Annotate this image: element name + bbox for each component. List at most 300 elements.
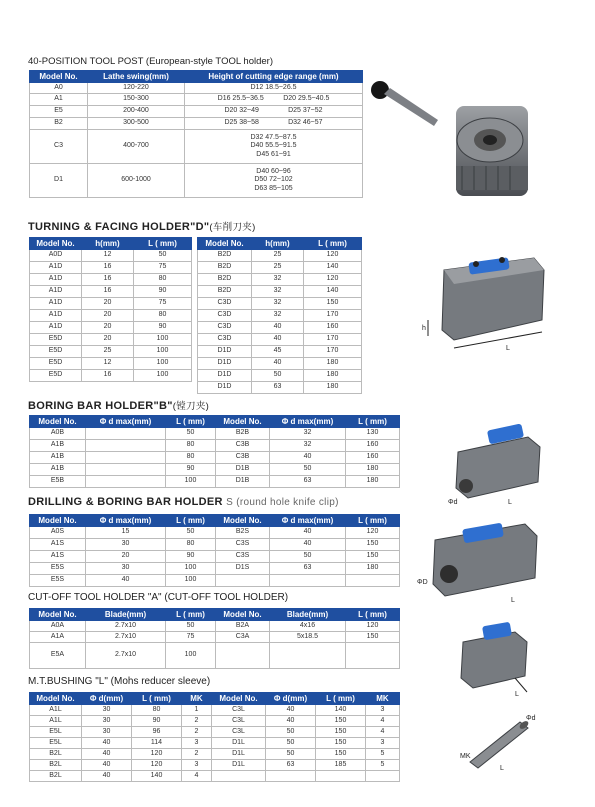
turning-title-cn: (车削刀夹) [209,222,256,233]
table-cell: C3D [198,334,252,346]
table-cell: E5D [30,358,82,370]
table-cell [86,428,166,440]
column-header: Φ d(mm) [266,693,316,705]
table-cell: 25 [252,250,304,262]
table-cell: 96 [132,727,182,738]
table-cell: E5D [30,334,82,346]
table-cell: E5L [30,727,82,738]
bushing-image [460,712,540,772]
table-cell: A1D [30,262,82,274]
table-cell: 32 [252,298,304,310]
table-cell: 180 [346,464,400,476]
table-cell: B2D [198,286,252,298]
table-cell: 16 [82,370,134,382]
table-row [30,286,192,298]
column-header: L ( mm) [346,416,400,428]
table-cell: 80 [166,440,216,452]
table-cell: 150 [316,738,366,749]
table-cell: 25 [252,262,304,274]
column-header: Φ d max(mm) [86,416,166,428]
table-cell: 185 [316,760,366,771]
table-cell [86,440,166,452]
tool-post-table [29,70,363,198]
table-cell: D40 60~96 D50 72~102 D63 85~105 [185,164,363,198]
table-cell: A0 [30,83,88,94]
table-cell [212,771,266,782]
table-cell: C3 [30,130,88,164]
table-cell: 160 [346,452,400,464]
table-cell: D1D [198,370,252,382]
table-row [30,738,400,749]
table-cell: 100 [166,643,216,669]
table-cell: 40 [270,539,346,551]
boring-l-label: L [508,499,512,506]
table-cell: 80 [166,452,216,464]
column-header: Blade(mm) [270,609,346,621]
turning-table-left [29,237,192,382]
table-cell: D1S [216,563,270,575]
table-cell: 4 [366,727,400,738]
table-cell: A1S [30,551,86,563]
column-header: h(mm) [82,238,134,250]
table-cell [86,476,166,488]
table-row [30,760,400,771]
table-cell: A1D [30,310,82,322]
table-row [30,118,363,130]
table-cell: 45 [252,346,304,358]
column-header: Model No. [30,609,86,621]
table-cell: 3 [366,738,400,749]
table-cell: A1S [30,539,86,551]
table-cell: D1L [212,738,266,749]
table-cell: A1D [30,274,82,286]
table-cell: 50 [266,727,316,738]
table-cell: 32 [252,286,304,298]
table-cell: 5 [366,749,400,760]
table-cell: 100 [166,476,216,488]
table-row [198,322,362,334]
table-cell: 120 [132,760,182,771]
column-header: L ( mm) [134,238,192,250]
table-cell: C3S [216,551,270,563]
table-cell: 63 [270,563,346,575]
table-cell: 130 [346,428,400,440]
table-row [198,346,362,358]
table-cell: A1D [30,298,82,310]
table-row [30,106,363,118]
turning-h-label: h [422,325,426,332]
table-cell: 15 [86,527,166,539]
table-cell: D1L [212,749,266,760]
table-cell: E5L [30,738,82,749]
table-cell: 32 [270,440,346,452]
turning-l-label: L [506,345,510,352]
table-cell: 90 [134,286,192,298]
column-header: Model No. [30,238,82,250]
table-cell: C3A [216,632,270,643]
table-cell: 16 [82,274,134,286]
table-cell: 150 [316,716,366,727]
table-cell: 63 [266,760,316,771]
table-row [198,286,362,298]
table-cell: 40 [266,716,316,727]
table-row [198,262,362,274]
column-header: Height of cutting edge range (mm) [185,71,363,83]
table-cell: A1B [30,440,86,452]
table-cell: 150 [346,632,400,643]
table-cell: 1 [182,705,212,716]
column-header: Model No. [216,416,270,428]
table-cell: 50 [252,370,304,382]
table-cell: 50 [166,527,216,539]
table-cell: 120-220 [88,83,185,94]
table-cell: 20 [82,298,134,310]
table-row [30,274,192,286]
table-cell: 180 [346,563,400,575]
boring-title-cn: (镗刀夹) [172,401,210,412]
table-cell: 150 [316,749,366,760]
table-cell: A0S [30,527,86,539]
table-cell: 120 [304,250,362,262]
table-cell: 2.7x10 [86,632,166,643]
column-header: Φ d max(mm) [270,416,346,428]
table-cell: B2A [216,621,270,632]
table-cell: B2B [216,428,270,440]
table-cell [270,575,346,587]
turning-holder-image [414,240,554,360]
table-cell: C3D [198,310,252,322]
section-title-turning-holder [28,219,256,233]
table-cell: 20 [82,334,134,346]
table-cell: D1L [212,760,266,771]
table-cell [366,771,400,782]
table-cell: B2L [30,749,82,760]
column-header: L ( mm) [166,416,216,428]
table-cell: D20 32~49 D25 37~52 [185,106,363,118]
column-header: L ( mm) [304,238,362,250]
table-row [30,452,400,464]
drilling-d-label: ΦD [417,579,428,586]
table-cell [216,643,270,669]
drilling-holder-image [415,512,545,607]
table-cell: 75 [134,298,192,310]
table-cell: A1D [30,322,82,334]
table-cell: C3D [198,298,252,310]
drilling-l-label: L [511,597,515,604]
table-cell: 40 [82,771,132,782]
table-row [30,643,400,669]
column-header: MK [182,693,212,705]
table-cell: 100 [134,334,192,346]
table-row [198,358,362,370]
turning-title: TURNING & FACING HOLDER"D" [28,221,210,233]
drilling-title: DRILLING & BORING BAR HOLDER [28,496,223,508]
table-row [30,262,192,274]
table-cell: 30 [82,727,132,738]
table-cell: 90 [134,322,192,334]
table-cell: 30 [86,539,166,551]
table-row [30,749,400,760]
table-row [30,322,192,334]
table-cell: 3 [366,705,400,716]
table-cell: 140 [316,705,366,716]
cutoff-holder-image [455,612,540,697]
bushing-mk-label: MK [460,753,471,760]
table-cell: 75 [166,632,216,643]
table-cell: 150 [346,551,400,563]
table-cell [346,575,400,587]
table-cell: A1B [30,464,86,476]
table-cell: 50 [266,749,316,760]
table-cell: 40 [86,575,166,587]
table-cell: C3L [212,716,266,727]
table-cell: 50 [266,738,316,749]
table-row [30,527,400,539]
table-row [198,250,362,262]
table-row [30,130,363,164]
table-cell: B2 [30,118,88,130]
table-row [198,274,362,286]
table-cell: 20 [86,551,166,563]
table-cell: 32 [270,428,346,440]
table-cell: 20 [82,322,134,334]
bushing-d-label: Φd [526,715,536,722]
table-cell: 100 [166,563,216,575]
table-cell: C3D [198,322,252,334]
boring-table [29,415,400,488]
table-cell: 80 [134,310,192,322]
table-row [198,382,362,394]
table-cell: 80 [132,705,182,716]
column-header: L ( mm) [346,515,400,527]
table-cell [86,452,166,464]
table-row [30,370,192,382]
table-cell: D1B [216,464,270,476]
column-header: Lathe swing(mm) [88,71,185,83]
table-cell: 170 [304,346,362,358]
table-row [30,250,192,262]
table-cell: 100 [166,575,216,587]
table-row [30,575,400,587]
table-cell: 40 [252,322,304,334]
table-cell: D1 [30,164,88,198]
table-row [30,464,400,476]
table-cell: 150-300 [88,94,185,106]
table-cell: D32 47.5~87.5 D40 55.5~91.5 D45 61~91 [185,130,363,164]
table-cell: 2.7x10 [86,621,166,632]
table-row [30,727,400,738]
table-cell: D16 25.5~36.5 D20 29.5~40.5 [185,94,363,106]
table-cell: 30 [82,705,132,716]
table-cell: A1L [30,705,82,716]
table-row [30,334,192,346]
table-row [198,310,362,322]
table-cell: E5S [30,575,86,587]
column-header: L ( mm) [346,609,400,621]
table-cell: 600-1000 [88,164,185,198]
column-header: L ( mm) [316,693,366,705]
table-cell [270,643,346,669]
table-cell: 200-400 [88,106,185,118]
table-cell: 3 [182,738,212,749]
table-cell: D25 38~58 D32 46~57 [185,118,363,130]
table-cell: 120 [132,749,182,760]
table-cell: A1 [30,94,88,106]
table-cell: 80 [134,274,192,286]
table-cell: D12 18.5~26.5 [185,83,363,94]
table-cell: 30 [86,563,166,575]
table-cell: 90 [132,716,182,727]
table-cell: 40 [252,358,304,370]
table-row [30,358,192,370]
table-cell: 12 [82,358,134,370]
table-cell: 40 [270,452,346,464]
table-row [30,346,192,358]
table-cell: 5x18.5 [270,632,346,643]
table-cell: C3L [212,705,266,716]
table-cell: 32 [252,274,304,286]
table-cell: 50 [134,250,192,262]
table-cell: 150 [346,539,400,551]
column-header: Φ d max(mm) [270,515,346,527]
bushing-table [29,692,400,782]
table-cell: 40 [82,749,132,760]
column-header: Blade(mm) [86,609,166,621]
table-cell: A1A [30,632,86,643]
drilling-title-suffix: S (round hole knife clip) [226,497,339,508]
table-cell: 80 [166,539,216,551]
table-cell: 12 [82,250,134,262]
table-cell: 180 [304,358,362,370]
table-cell: 170 [304,334,362,346]
turning-table-right [197,237,362,394]
table-cell: 170 [304,310,362,322]
table-cell: 160 [346,440,400,452]
table-cell: 150 [304,298,362,310]
table-cell: 4x16 [270,621,346,632]
table-cell: 120 [346,527,400,539]
table-row [198,334,362,346]
table-cell: 4 [366,716,400,727]
table-cell: 160 [304,322,362,334]
table-cell: 114 [132,738,182,749]
cutoff-table [29,608,400,669]
table-cell: 63 [252,382,304,394]
table-cell: B2L [30,771,82,782]
table-cell: 2 [182,749,212,760]
column-header: MK [366,693,400,705]
boring-holder-image [448,412,548,507]
table-cell: 50 [166,621,216,632]
column-header: Model No. [30,693,82,705]
table-row [30,164,363,198]
table-cell: 40 [252,334,304,346]
tool-post-image [362,68,537,208]
table-row [30,621,400,632]
table-cell: 100 [134,346,192,358]
table-row [30,716,400,727]
table-cell: 5 [366,760,400,771]
table-row [30,94,363,106]
table-cell: 50 [166,428,216,440]
boring-d-label: Φd [448,499,458,506]
table-row [30,632,400,643]
table-row [30,298,192,310]
section-title-mt-bushing: M.T.BUSHING "L" (Mohs reducer sleeve) [28,676,211,687]
table-cell: B2D [198,250,252,262]
table-row [198,370,362,382]
table-cell: B2S [216,527,270,539]
table-cell: 3 [182,760,212,771]
table-cell: E5 [30,106,88,118]
column-header: Φ d(mm) [82,693,132,705]
table-cell: C3S [216,539,270,551]
table-cell: 300-500 [88,118,185,130]
table-cell: 150 [316,727,366,738]
column-header: Φ d max(mm) [86,515,166,527]
table-cell: C3B [216,452,270,464]
table-cell: 180 [304,370,362,382]
table-cell [316,771,366,782]
table-cell: D1D [198,382,252,394]
table-cell: A1L [30,716,82,727]
column-header: Model No. [30,515,86,527]
bushing-l-label: L [500,765,504,772]
table-cell: 100 [134,370,192,382]
section-title-cutoff-holder: CUT-OFF TOOL HOLDER "A" (CUT-OFF TOOL HOLDER) [28,592,289,603]
table-cell: 400-700 [88,130,185,164]
table-row [30,83,363,94]
table-row [30,476,400,488]
table-cell: A0D [30,250,82,262]
table-cell: 20 [82,310,134,322]
table-cell: 140 [304,286,362,298]
section-title-drilling-holder [28,496,339,508]
table-cell [346,643,400,669]
table-cell: 16 [82,286,134,298]
table-cell: 90 [166,464,216,476]
table-cell: E5D [30,346,82,358]
table-cell: B2D [198,274,252,286]
table-cell: 120 [304,274,362,286]
table-cell: 180 [346,476,400,488]
column-header: Model No. [30,71,88,83]
table-cell: 32 [252,310,304,322]
table-cell: 2.7x10 [86,643,166,669]
section-title-boring-holder [28,398,209,412]
table-cell: D1D [198,346,252,358]
table-cell: E5D [30,370,82,382]
table-cell: E5S [30,563,86,575]
table-cell [266,771,316,782]
table-cell: E5A [30,643,86,669]
table-cell: 140 [304,262,362,274]
table-cell: 40 [270,527,346,539]
table-cell: A0B [30,428,86,440]
table-cell: D1B [216,476,270,488]
table-cell: C3B [216,440,270,452]
drilling-table [29,514,400,587]
column-header: L ( mm) [132,693,182,705]
table-cell: B2L [30,760,82,771]
table-cell: 2 [182,716,212,727]
table-row [30,428,400,440]
table-cell: D1D [198,358,252,370]
section-title-tool-post: 40-POSITION TOOL POST (European-style TOOL holder) [28,56,273,67]
table-cell: E5B [30,476,86,488]
table-cell: 40 [82,760,132,771]
column-header: Model No. [216,609,270,621]
